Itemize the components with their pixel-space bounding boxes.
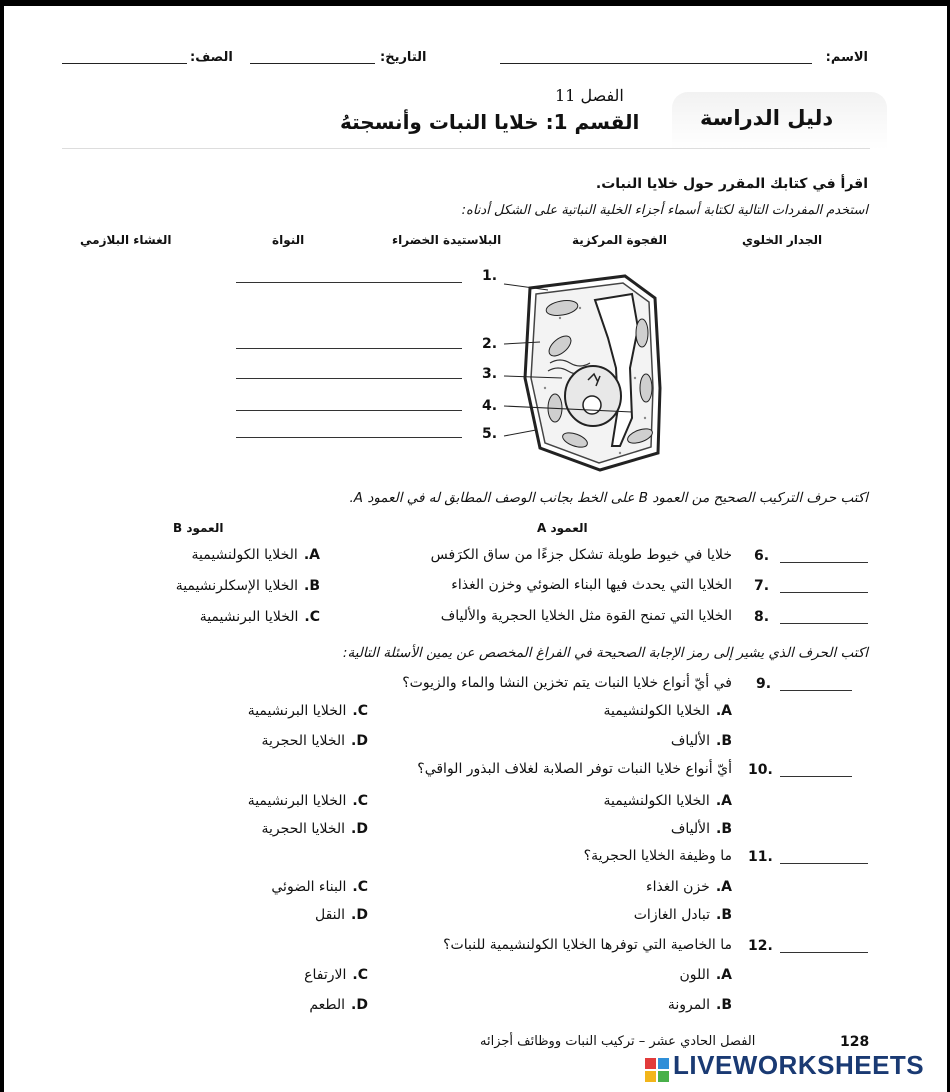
vocab-central-vacuole: الفجوة المركزية xyxy=(572,233,668,247)
label-number-4: 4. xyxy=(482,398,498,414)
label-number-3: 3. xyxy=(482,366,498,382)
mc-instruction: اكتب الحرف الذي يشير إلى رمز الإجابة الصحيحة في الفراغ المخصص عن يمين الأسئلة التالية: xyxy=(342,645,868,661)
question-text-12: ما الخاصية التي توفرها الخلايا الكولنشيمية للنبات؟ xyxy=(443,937,732,953)
liveworksheets-brand: LIVEWORKSHEETS xyxy=(673,1050,925,1080)
footer-text: الفصل الحادي عشر – تركيب النبات ووظائف أجزائه xyxy=(480,1034,756,1049)
question-text-11: ما وظيفة الخلايا الحجرية؟ xyxy=(583,848,732,864)
class-label: الصف: xyxy=(190,50,233,65)
matching-instruction: اكتب حرف التركيب الصحيح من العمود B على الخط بجانب الوصف المطابق له في العمود A. xyxy=(349,490,868,506)
date-field[interactable] xyxy=(250,63,375,64)
vocab-chloroplast: البلاستيدة الخضراء xyxy=(392,233,502,247)
q10-option-b[interactable]: B.الألياف xyxy=(670,821,732,837)
item-number-6: 6. xyxy=(754,548,770,564)
left-border xyxy=(0,0,4,1092)
column-b-header: العمود B xyxy=(173,521,224,535)
item-text-8: الخلايا التي تمنح القوة مثل الخلايا الحجرية والألياف xyxy=(440,608,732,624)
vocab-plasma-membrane: الغشاء البلازمي xyxy=(80,233,172,247)
item-text-6: خلايا في خيوط طويلة تشكل جزءًا من ساق الكرَفس xyxy=(430,547,732,563)
study-guide-title: دليل الدراسة xyxy=(700,106,834,130)
q9-option-a[interactable]: A.الخلايا الكولنشيمية xyxy=(603,703,732,719)
label-answer-2[interactable] xyxy=(236,348,462,349)
q9-option-d[interactable]: D.الخلايا الحجرية xyxy=(261,733,368,749)
item-number-8: 8. xyxy=(754,609,770,625)
q12-option-b[interactable]: B.المرونة xyxy=(667,997,732,1013)
label-number-5: 5. xyxy=(482,426,498,442)
q11-option-d[interactable]: D.النقل xyxy=(314,907,368,923)
answer-blank-12[interactable] xyxy=(780,952,868,953)
date-label: التاريخ: xyxy=(380,50,427,65)
nucleolus xyxy=(583,396,601,414)
q9-option-b[interactable]: B.الألياف xyxy=(670,733,732,749)
class-field[interactable] xyxy=(62,63,187,64)
name-field[interactable] xyxy=(500,63,812,64)
q10-option-a[interactable]: A.الخلايا الكولنشيمية xyxy=(603,793,732,809)
liveworksheets-logo-icon xyxy=(645,1058,669,1082)
q11-option-b[interactable]: B.تبادل الغازات xyxy=(633,907,732,923)
q12-option-c[interactable]: C.الارتفاع xyxy=(304,967,368,983)
choice-a: A.الخلايا الكولنشيمية xyxy=(191,547,320,563)
section-title: القسم 1: خلايا النبات وأنسجتهُ xyxy=(340,110,640,134)
plant-cell-diagram xyxy=(500,268,690,478)
answer-blank-9[interactable] xyxy=(780,690,852,691)
label-number-2: 2. xyxy=(482,336,498,352)
label-answer-5[interactable] xyxy=(236,437,462,438)
chapter-label: الفصل 11 xyxy=(555,86,624,105)
answer-blank-11[interactable] xyxy=(780,863,868,864)
vocab-instruction: استخدم المفردات التالية لكتابة أسماء أجزاء الخلية النباتية على الشكل أدناه: xyxy=(461,203,868,218)
label-number-1: 1. xyxy=(482,268,498,284)
q12-option-d[interactable]: D.الطعم xyxy=(309,997,368,1013)
column-a-header: العمود A xyxy=(537,521,588,535)
question-number-10: 10. xyxy=(748,762,773,778)
q9-option-c[interactable]: C.الخلايا البرنشيمية xyxy=(247,703,368,719)
vocab-nucleus: النواة xyxy=(272,233,305,247)
name-label: الاسم: xyxy=(825,50,868,65)
q10-option-d[interactable]: D.الخلايا الحجرية xyxy=(261,821,368,837)
item-number-7: 7. xyxy=(754,578,770,594)
q10-option-c[interactable]: C.الخلايا البرنشيمية xyxy=(247,793,368,809)
choice-b: B.الخلايا الإسكلرنشيمية xyxy=(175,578,320,594)
q11-option-c[interactable]: C.البناء الضوئي xyxy=(271,879,368,895)
vocab-cell-wall: الجدار الخلوي xyxy=(742,233,823,247)
item-text-7: الخلايا التي يحدث فيها البناء الضوئي وخزن الغذاء xyxy=(451,577,732,593)
answer-blank-6[interactable] xyxy=(780,562,868,563)
question-number-11: 11. xyxy=(748,849,773,865)
title-divider xyxy=(62,148,870,149)
q12-option-a[interactable]: A.اللون xyxy=(679,967,732,983)
choice-c: C.الخلايا البرنشيمية xyxy=(199,609,320,625)
answer-blank-8[interactable] xyxy=(780,623,868,624)
top-border xyxy=(0,0,950,6)
question-text-10: أيّ أنواع خلايا النبات توفر الصلابة لغلاف البذور الواقي؟ xyxy=(417,761,732,777)
label-answer-1[interactable] xyxy=(236,282,462,283)
answer-blank-7[interactable] xyxy=(780,592,868,593)
read-instruction: اقرأ في كتابك المقرر حول خلايا النبات. xyxy=(595,176,868,192)
question-number-12: 12. xyxy=(748,938,773,954)
answer-blank-10[interactable] xyxy=(780,776,852,777)
page-number: 128 xyxy=(840,1034,870,1050)
question-text-9: في أيّ أنواع خلايا النبات يتم تخزين النشا والماء والزيوت؟ xyxy=(402,675,732,691)
question-number-9: 9. xyxy=(756,676,772,692)
label-answer-3[interactable] xyxy=(236,378,462,379)
label-answer-4[interactable] xyxy=(236,410,462,411)
q11-option-a[interactable]: A.خزن الغذاء xyxy=(645,879,732,895)
